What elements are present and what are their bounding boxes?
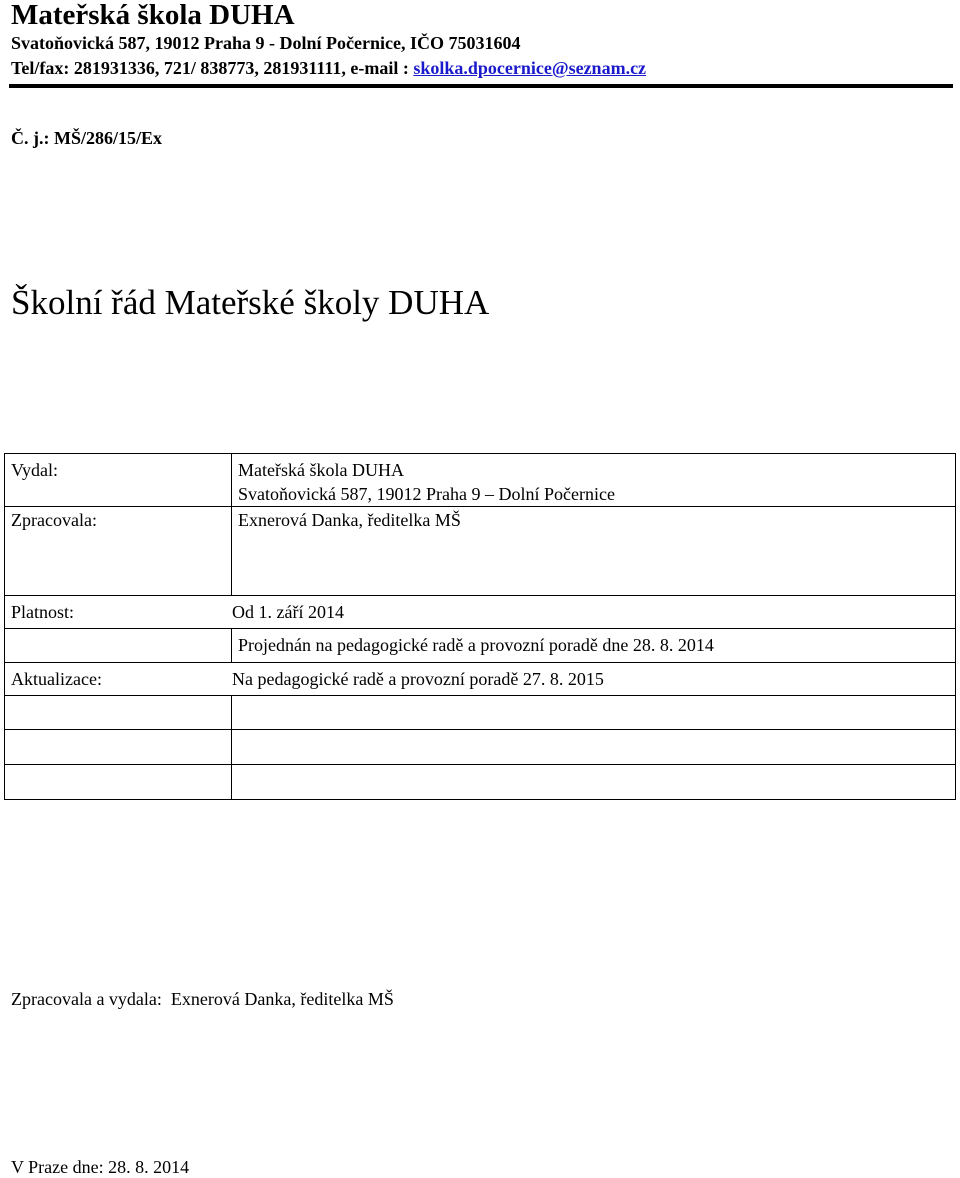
row-value-discussed: Projednán na pedagogické radě a provozní poradě dne 28. 8. 2014 [232, 629, 956, 663]
table-row [5, 730, 956, 765]
label-issued-by: Vydal: [11, 460, 58, 480]
row-label-prepared-by [5, 509, 232, 596]
letterhead [11, 0, 951, 80]
reference-number: Č. j.: MŠ/286/15/Ex [11, 128, 162, 148]
update-value: Na pedagogické radě a provozní poradě 27. 8. 2015 [232, 669, 604, 689]
label-prepared-by: Zpracovala: [11, 509, 97, 530]
place-and-date: V Praze dne: 28. 8. 2014 [11, 1157, 190, 1177]
label-validity: Platnost: [11, 602, 75, 622]
row-value-issued-by [232, 454, 956, 507]
table-row [5, 765, 956, 800]
table-row [5, 663, 956, 696]
issuer-name: Mateřská škola DUHA [238, 460, 404, 480]
table-row [5, 629, 956, 663]
row-label-issued-by [5, 454, 232, 507]
issuer-address: Svatoňovická 587, 19012 Praha 9 – Dolní Počernice [238, 484, 615, 504]
empty-cell [232, 696, 956, 730]
table-row [5, 544, 956, 596]
empty-cell [5, 730, 232, 765]
contact-phone: Tel/fax: 281931336, 721/ 838773, 281931111, e-mail : [11, 58, 414, 78]
empty-cell [232, 730, 956, 765]
row-update [5, 663, 956, 696]
email-link[interactable]: skolka.dpocernice@seznam.cz [413, 58, 647, 78]
empty-cell [5, 765, 232, 800]
table-row [5, 507, 956, 544]
school-name: Mateřská škola DUHA [11, 0, 295, 31]
contact-line [11, 56, 951, 80]
document-info-table [4, 453, 956, 800]
table-row [5, 454, 956, 507]
school-address: Svatoňovická 587, 19012 Praha 9 - Dolní Počernice, IČO 75031604 [11, 33, 521, 53]
prepared-and-issued-by: Zpracovala a vydala: Exnerová Danka, ředitelka MŠ [11, 989, 394, 1009]
empty-cell [5, 696, 232, 730]
table-row [5, 596, 956, 629]
table-row [5, 696, 956, 730]
validity-value: Od 1. září 2014 [232, 602, 344, 622]
empty-cell [232, 765, 956, 800]
row-validity [5, 596, 956, 629]
label-update: Aktualizace: [11, 669, 102, 689]
header-divider [9, 84, 953, 88]
document-title: Školní řád Mateřské školy DUHA [11, 283, 490, 322]
row-label-discussed [5, 629, 232, 663]
prepared-by-value: Exnerová Danka, ředitelka MŠ [238, 509, 461, 530]
row-value-prepared-by [232, 509, 956, 596]
